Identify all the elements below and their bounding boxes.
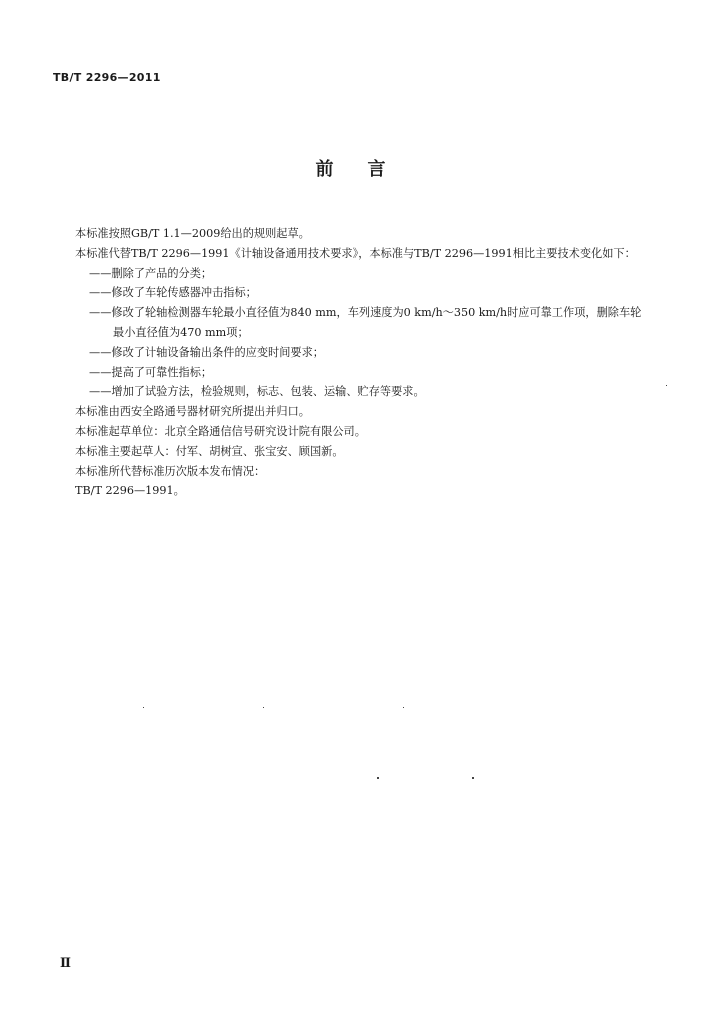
change-item: ——增加了试验方法，检验规则，标志、包装、运输、贮存等要求。 <box>89 385 425 399</box>
foreword-body <box>53 224 643 501</box>
paragraph-proposer: 本标准由西安全路通号器材研究所提出并归口。 <box>75 405 310 419</box>
change-item: ——修改了计轴设备输出条件的应变时间要求； <box>89 345 324 359</box>
paragraph-history: 本标准所代替标准历次版本发布情况： <box>75 464 266 478</box>
change-item: ——修改了轮轴检测器车轮最小直径值为840 mm，车列速度为0 km/h～350 km/h时应可靠工作项，删除车轮最小直径值为470 mm项； <box>89 306 642 339</box>
page-title: 前言 <box>315 159 420 180</box>
paragraph-drafters: 本标准主要起草人：付军、胡树宣、张宝安、顾国新。 <box>75 444 344 458</box>
paragraph-previous-edition: TB/T 2296—1991。 <box>75 484 185 498</box>
scan-speck <box>377 777 379 779</box>
paragraph-drafting-unit: 本标准起草单位：北京全路通信信号研究设计院有限公司。 <box>75 424 366 438</box>
scan-speck <box>263 707 264 708</box>
change-item: ——提高了可靠性指标； <box>89 365 213 379</box>
paragraph-replaces: 本标准代替TB/T 2296—1991《计轴设备通用技术要求》，本标准与TB/T 2296—1991相比主要技术变化如下： <box>75 246 636 260</box>
scan-speck <box>666 385 667 386</box>
change-item: ——修改了车轮传感器冲击指标； <box>89 286 257 300</box>
change-item: ——删除了产品的分类； <box>89 266 213 280</box>
scan-speck <box>472 777 474 779</box>
scan-speck <box>403 707 404 708</box>
standard-number: TB/T 2296—2011 <box>53 71 161 84</box>
scan-speck <box>143 707 144 708</box>
paragraph-drafting-rules: 本标准按照GB/T 1.1—2009给出的规则起草。 <box>75 227 310 240</box>
page-number: Ⅱ <box>60 956 71 971</box>
